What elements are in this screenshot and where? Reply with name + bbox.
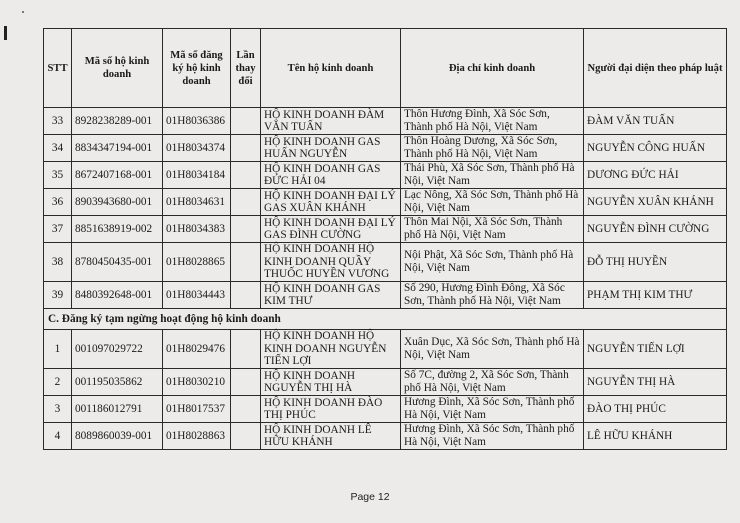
table-row xyxy=(44,108,727,135)
cell-stt: 33 xyxy=(44,108,72,135)
cell-business-address: Số 290, Hương Đình Đông, Xã Sóc Sơn, Thành phố Hà Nội, Việt Nam xyxy=(401,282,584,309)
cell-registration-code: 01H8034443 xyxy=(163,282,231,309)
cell-registration-code: 01H8034383 xyxy=(163,216,231,243)
cell-business-code: 8851638919-002 xyxy=(72,216,163,243)
cell-business-address: Thôn Mai Nội, Xã Sóc Sơn, Thành phố Hà Nội, Việt Nam xyxy=(401,216,584,243)
cell-business-name: HỘ KINH DOANH HỘ KINH DOANH NGUYỄN TIẾN LỢI xyxy=(261,330,401,369)
cell-stt: 1 xyxy=(44,330,72,369)
cell-business-code: 8903943680-001 xyxy=(72,189,163,216)
cell-business-address: Thôn Hương Đình, Xã Sóc Sơn, Thành phố Hà Nội, Việt Nam xyxy=(401,108,584,135)
cell-business-name: HỘ KINH DOANH GAS HUẤN NGUYỄN xyxy=(261,135,401,162)
table-row xyxy=(44,369,727,396)
cell-business-address: Thôn Hoàng Dương, Xã Sóc Sơn, Thành phố Hà Nội, Việt Nam xyxy=(401,135,584,162)
cell-stt: 2 xyxy=(44,369,72,396)
page-number: Page 12 xyxy=(350,491,390,503)
cell-business-name: HỘ KINH DOANH ĐÀO THỊ PHÚC xyxy=(261,396,401,423)
cell-change-count xyxy=(231,189,261,216)
cell-registration-code: 01H8034184 xyxy=(163,162,231,189)
cell-legal-representative: NGUYỄN XUÂN KHÁNH xyxy=(584,189,727,216)
cell-legal-representative: LÊ HỮU KHÁNH xyxy=(584,423,727,450)
cell-stt: 36 xyxy=(44,189,72,216)
header-business-code: Mã số hộ kinh doanh xyxy=(72,29,163,108)
cell-business-name: HỘ KINH DOANH NGUYỄN THỊ HÀ xyxy=(261,369,401,396)
cell-registration-code: 01H8017537 xyxy=(163,396,231,423)
cell-registration-code: 01H8030210 xyxy=(163,369,231,396)
cell-business-name: HỘ KINH DOANH HỘ KINH DOANH QUẦY THUỐC HUYỀN VƯƠNG xyxy=(261,243,401,282)
cell-change-count xyxy=(231,330,261,369)
cell-legal-representative: NGUYỄN TIẾN LỢI xyxy=(584,330,727,369)
cell-stt: 39 xyxy=(44,282,72,309)
cell-stt: 4 xyxy=(44,423,72,450)
cell-stt: 3 xyxy=(44,396,72,423)
cell-business-name: HỘ KINH DOANH GAS ĐỨC HẢI 04 xyxy=(261,162,401,189)
header-business-name: Tên hộ kinh doanh xyxy=(261,29,401,108)
cell-business-code: 001195035862 xyxy=(72,369,163,396)
header-business-address: Địa chỉ kinh doanh xyxy=(401,29,584,108)
cell-business-code: 8672407168-001 xyxy=(72,162,163,189)
cell-registration-code: 01H8036386 xyxy=(163,108,231,135)
table-row xyxy=(44,216,727,243)
cell-business-code: 8780450435-001 xyxy=(72,243,163,282)
business-registry-table xyxy=(43,28,727,450)
cell-registration-code: 01H8034631 xyxy=(163,189,231,216)
scan-dust-dot xyxy=(22,11,24,13)
cell-stt: 35 xyxy=(44,162,72,189)
cell-stt: 34 xyxy=(44,135,72,162)
cell-stt: 37 xyxy=(44,216,72,243)
table-row xyxy=(44,135,727,162)
header-change-count: Lần thay đổi xyxy=(231,29,261,108)
cell-business-address: Hương Đình, Xã Sóc Sơn, Thành phố Hà Nội, Việt Nam xyxy=(401,396,584,423)
cell-change-count xyxy=(231,396,261,423)
cell-business-code: 001097029722 xyxy=(72,330,163,369)
table-row xyxy=(44,396,727,423)
cell-change-count xyxy=(231,135,261,162)
header-stt: STT xyxy=(44,29,72,108)
cell-change-count xyxy=(231,108,261,135)
cell-legal-representative: ĐÀO THỊ PHÚC xyxy=(584,396,727,423)
cell-business-address: Nội Phật, Xã Sóc Sơn, Thành phố Hà Nội, Việt Nam xyxy=(401,243,584,282)
table-row xyxy=(44,162,727,189)
cell-business-name: HỘ KINH DOANH ĐÀM VĂN TUẤN xyxy=(261,108,401,135)
cell-business-code: 8928238289-001 xyxy=(72,108,163,135)
cell-business-address: Hương Đình, Xã Sóc Sơn, Thành phố Hà Nội, Việt Nam xyxy=(401,423,584,450)
cell-business-address: Lạc Nông, Xã Sóc Sơn, Thành phố Hà Nội, Việt Nam xyxy=(401,189,584,216)
table-row xyxy=(44,243,727,282)
cell-business-name: HỘ KINH DOANH GAS KIM THƯ xyxy=(261,282,401,309)
section-c-title: C. Đăng ký tạm ngừng hoạt động hộ kinh doanh xyxy=(44,309,727,330)
cell-change-count xyxy=(231,243,261,282)
cell-change-count xyxy=(231,282,261,309)
cell-change-count xyxy=(231,423,261,450)
cell-registration-code: 01H8034374 xyxy=(163,135,231,162)
header-legal-representative: Người đại diện theo pháp luật xyxy=(584,29,727,108)
cell-legal-representative: NGUYỄN ĐÌNH CƯỜNG xyxy=(584,216,727,243)
cell-legal-representative: PHẠM THỊ KIM THƯ xyxy=(584,282,727,309)
cell-registration-code: 01H8029476 xyxy=(163,330,231,369)
cell-business-name: HỘ KINH DOANH LÊ HỮU KHÁNH xyxy=(261,423,401,450)
cell-legal-representative: ĐỖ THỊ HUYỀN xyxy=(584,243,727,282)
cell-change-count xyxy=(231,216,261,243)
cell-business-code: 001186012791 xyxy=(72,396,163,423)
cell-business-code: 8480392648-001 xyxy=(72,282,163,309)
cell-business-code: 8089860039-001 xyxy=(72,423,163,450)
cell-stt: 38 xyxy=(44,243,72,282)
cell-change-count xyxy=(231,369,261,396)
cell-registration-code: 01H8028863 xyxy=(163,423,231,450)
scan-edge-mark xyxy=(4,26,7,40)
cell-business-address: Thái Phù, Xã Sóc Sơn, Thành phố Hà Nội, Việt Nam xyxy=(401,162,584,189)
cell-legal-representative: NGUYỄN THỊ HÀ xyxy=(584,369,727,396)
section-c-header-row xyxy=(44,309,727,330)
header-registration-code: Mã số đăng ký hộ kinh doanh xyxy=(163,29,231,108)
cell-legal-representative: DƯƠNG ĐỨC HẢI xyxy=(584,162,727,189)
cell-business-name: HỘ KINH DOANH ĐẠI LÝ GAS XUÂN KHÁNH xyxy=(261,189,401,216)
cell-business-name: HỘ KINH DOANH ĐẠI LÝ GAS ĐÌNH CƯỜNG xyxy=(261,216,401,243)
cell-business-code: 8834347194-001 xyxy=(72,135,163,162)
cell-legal-representative: NGUYỄN CÔNG HUẤN xyxy=(584,135,727,162)
table-row xyxy=(44,282,727,309)
table-row xyxy=(44,330,727,369)
table-row xyxy=(44,423,727,450)
cell-registration-code: 01H8028865 xyxy=(163,243,231,282)
cell-change-count xyxy=(231,162,261,189)
cell-legal-representative: ĐÀM VĂN TUẤN xyxy=(584,108,727,135)
table-header-row xyxy=(44,29,727,108)
table-row xyxy=(44,189,727,216)
cell-business-address: Số 7C, đường 2, Xã Sóc Sơn, Thành phố Hà Nội, Việt Nam xyxy=(401,369,584,396)
cell-business-address: Xuân Dục, Xã Sóc Sơn, Thành phố Hà Nội, Việt Nam xyxy=(401,330,584,369)
